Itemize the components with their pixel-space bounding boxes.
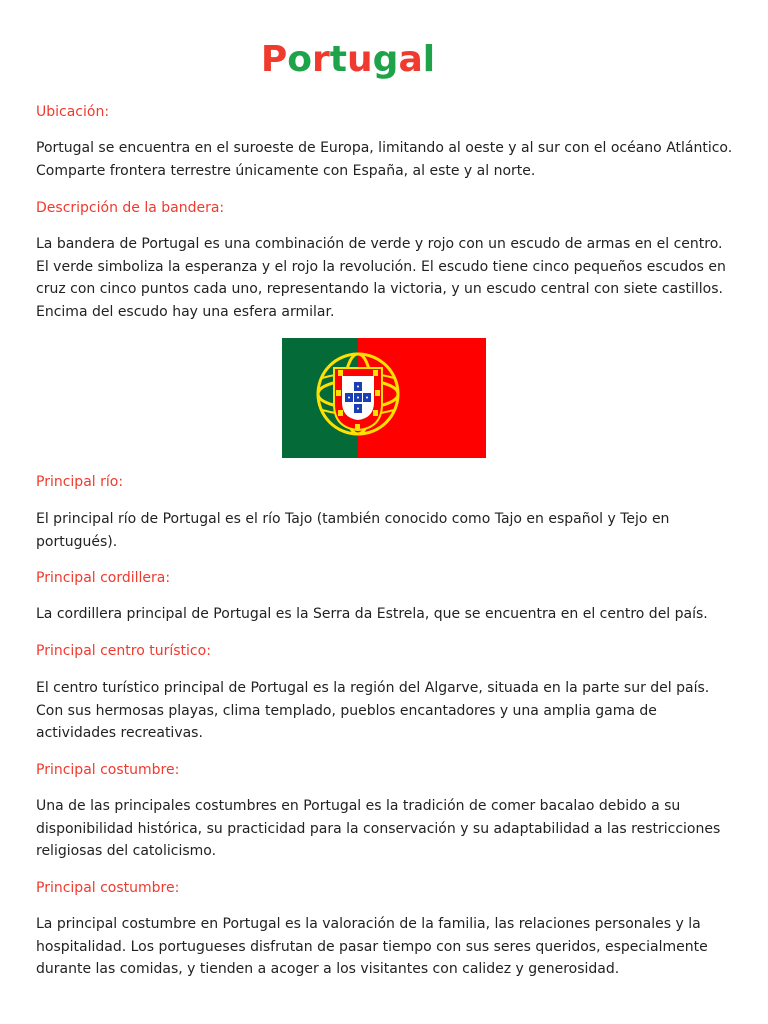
- title-letter: a: [398, 39, 423, 80]
- section-heading-cordillera: Principal cordillera:: [36, 570, 171, 586]
- title-letter: r: [312, 39, 330, 80]
- portugal-flag-image: [282, 338, 486, 458]
- section-heading-turismo: Principal centro turístico:: [36, 643, 211, 659]
- section-heading-bandera: Descripción de la bandera:: [36, 200, 225, 216]
- section-heading-ubicacion: Ubicación:: [36, 104, 110, 120]
- coat-of-arms: [334, 368, 382, 430]
- section-text-costumbre-2: La principal costumbre en Portugal es la valoración de la familia, las relaciones personales y la hospitalidad. Los portugueses disfrutan de pasar tiempo con sus seres queridos, especialmente durante las comidas, y tienden a acoger a los visitantes con calidez y generosidad.: [36, 916, 708, 977]
- title-letter: g: [372, 39, 399, 80]
- title-letter: t: [329, 39, 348, 80]
- section-text-bandera: La bandera de Portugal es una combinación de verde y rojo con un escudo de armas en el centro. El verde simboliza la esperanza y el rojo la revolución. El escudo tiene cinco pequeños escudos en cruz con cinco puntos cada uno, representando la victoria, y un escudo central con siete castillos. Encima del escudo hay una esfera armilar.: [36, 236, 726, 320]
- portugal-flag: [282, 338, 486, 458]
- section-heading-costumbre-1: Principal costumbre:: [36, 762, 180, 778]
- title-letter: l: [422, 39, 436, 80]
- section-text-turismo: El centro turístico principal de Portugal es la región del Algarve, situada en la parte sur del país. Con sus hermosas playas, clima templado, pueblos encantadores y una amplia gama de actividades recreativas.: [36, 680, 710, 741]
- section-text-rio: El principal río de Portugal es el río Tajo (también conocido como Tajo en español y Tejo en portugués).: [36, 511, 670, 550]
- title-letter: u: [347, 39, 373, 80]
- page-title: [0, 36, 696, 84]
- title-letter: P: [260, 39, 288, 80]
- section-heading-rio: Principal río:: [36, 474, 124, 490]
- section-text-costumbre-1: Una de las principales costumbres en Portugal es la tradición de comer bacalao debido a su disponibilidad histórica, su practicidad para la conservación y su adaptabilidad a las restricciones religiosas del catolicismo.: [36, 798, 721, 859]
- title-letter: o: [287, 39, 313, 80]
- section-text-ubicacion: Portugal se encuentra en el suroeste de Europa, limitando al oeste y al sur con el océano Atlántico. Comparte frontera terrestre únicamente con España, al este y al norte.: [36, 140, 733, 179]
- section-heading-costumbre-2: Principal costumbre:: [36, 880, 180, 896]
- section-text-cordillera: La cordillera principal de Portugal es la Serra da Estrela, que se encuentra en el centro del país.: [36, 606, 708, 622]
